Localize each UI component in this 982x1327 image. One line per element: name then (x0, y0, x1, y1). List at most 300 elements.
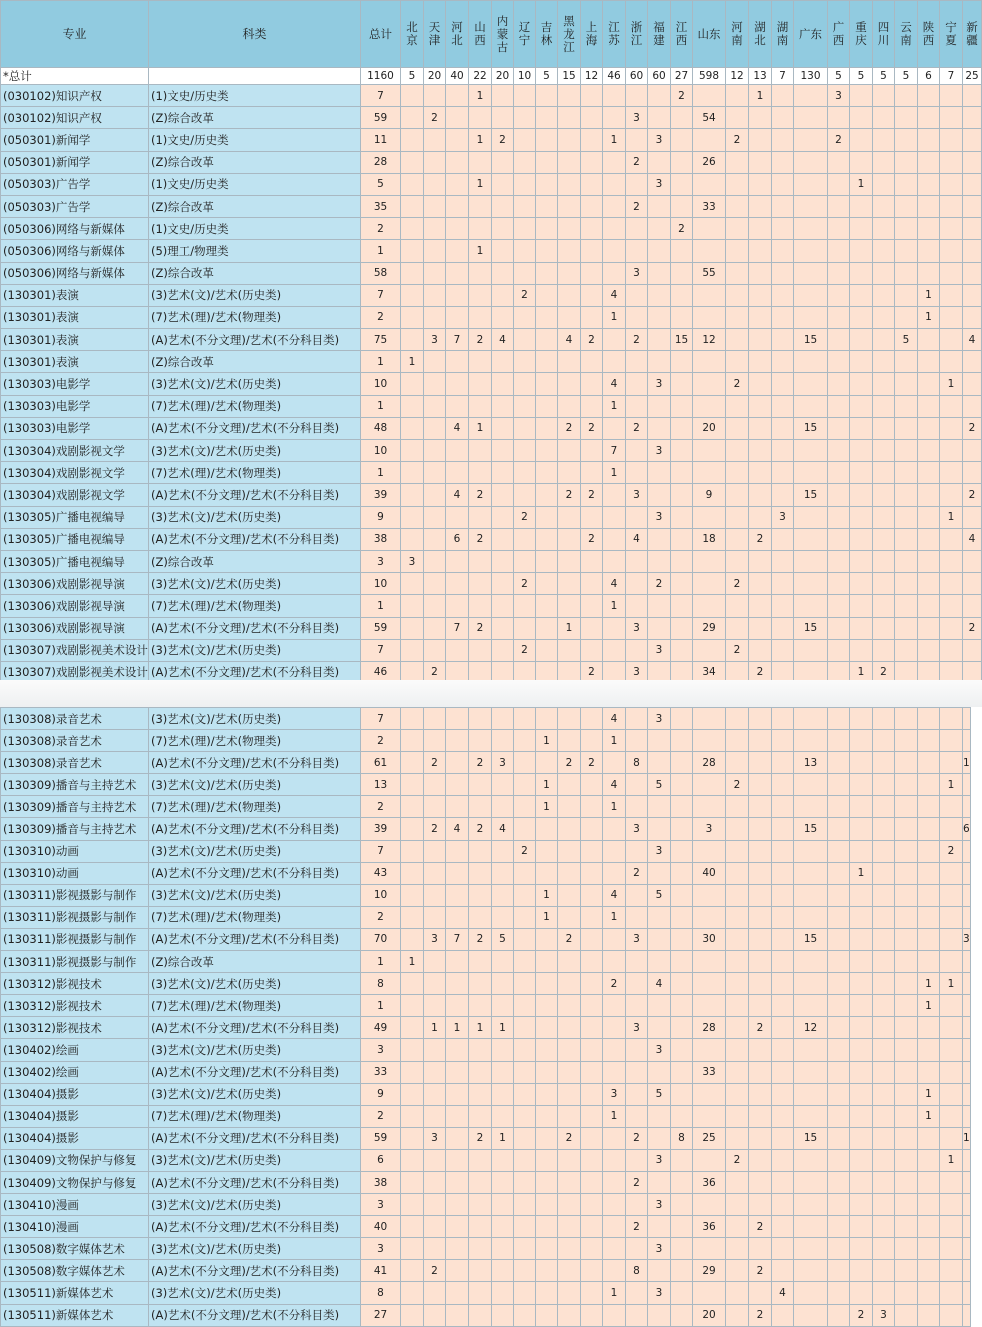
quota-cell (895, 484, 918, 506)
quota-cell (749, 884, 772, 906)
quota-cell (514, 951, 536, 973)
quota-cell (603, 107, 626, 129)
quota-cell (581, 306, 603, 328)
quota-cell: 20 (424, 68, 446, 85)
quota-cell: 1 (446, 1017, 469, 1039)
quota-cell (794, 151, 828, 173)
quota-cell (940, 1061, 963, 1083)
quota-cell (963, 1061, 971, 1083)
quota-cell: 1 (469, 129, 492, 151)
quota-cell (671, 573, 693, 595)
quota-cell (963, 884, 971, 906)
quota-cell (918, 884, 940, 906)
quota-cell: 5 (401, 68, 424, 85)
quota-cell (693, 550, 726, 572)
quota-cell: 2 (581, 661, 603, 683)
quota-cell (648, 218, 671, 240)
category-cell: (A)艺术(不分文理)/艺术(不分科目类) (149, 329, 361, 351)
quota-cell (794, 774, 828, 796)
quota-cell (963, 151, 982, 173)
quota-cell (794, 395, 828, 417)
quota-cell: 2 (726, 129, 749, 151)
quota-cell (671, 818, 693, 840)
quota-cell (671, 752, 693, 774)
quota-cell (693, 1039, 726, 1061)
quota-cell (492, 1105, 514, 1127)
quota-cell (671, 195, 693, 217)
quota-cell (558, 506, 581, 528)
quota-cell (558, 1282, 581, 1304)
quota-cell (850, 440, 873, 462)
quota-cell (401, 617, 424, 639)
quota-cell (963, 506, 982, 528)
quota-cell: 4 (603, 573, 626, 595)
quota-cell (918, 484, 940, 506)
quota-cell (469, 151, 492, 173)
quota-cell (873, 595, 895, 617)
quota-cell (726, 1171, 749, 1193)
quota-cell (581, 1083, 603, 1105)
quota-cell (401, 708, 424, 730)
quota-cell (446, 1105, 469, 1127)
quota-cell: 30 (693, 928, 726, 950)
quota-cell (671, 1216, 693, 1238)
major-cell: (130404)摄影 (1, 1105, 149, 1127)
quota-cell (603, 928, 626, 950)
quota-cell: 1 (469, 85, 492, 107)
quota-cell (603, 951, 626, 973)
quota-cell (873, 1083, 895, 1105)
quota-cell: 1 (603, 306, 626, 328)
quota-cell (558, 151, 581, 173)
quota-cell (558, 1194, 581, 1216)
quota-cell (726, 462, 749, 484)
quota-cell (514, 928, 536, 950)
quota-cell: 25 (693, 1127, 726, 1149)
quota-cell (850, 1171, 873, 1193)
quota-cell (940, 173, 963, 195)
quota-cell (424, 1039, 446, 1061)
quota-cell: 3 (963, 928, 971, 950)
quota-cell (424, 218, 446, 240)
quota-cell: 2 (626, 1216, 648, 1238)
quota-cell (940, 1171, 963, 1193)
quota-cell (424, 284, 446, 306)
quota-cell (671, 1171, 693, 1193)
quota-cell (514, 884, 536, 906)
quota-cell (492, 951, 514, 973)
quota-cell (581, 774, 603, 796)
quota-cell (940, 906, 963, 928)
quota-cell (726, 1304, 749, 1326)
quota-cell (726, 1238, 749, 1260)
quota-cell (446, 351, 469, 373)
table-row (1, 462, 982, 484)
quota-cell (536, 240, 558, 262)
category-cell: (3)艺术(文)/艺术(历史类) (149, 639, 361, 661)
quota-cell (671, 506, 693, 528)
quota-cell (469, 395, 492, 417)
quota-cell (828, 708, 850, 730)
quota-cell (828, 484, 850, 506)
quota-cell (536, 1171, 558, 1193)
quota-cell (828, 151, 850, 173)
quota-cell (492, 395, 514, 417)
quota-cell (895, 906, 918, 928)
header-province: 重庆 (850, 1, 873, 68)
quota-cell (850, 973, 873, 995)
quota-cell (873, 951, 895, 973)
quota-cell (492, 1238, 514, 1260)
quota-cell (940, 1216, 963, 1238)
header-major: 专业 (1, 1, 149, 68)
quota-cell (581, 218, 603, 240)
quota-cell (693, 1083, 726, 1105)
quota-cell (895, 752, 918, 774)
quota-cell (514, 774, 536, 796)
quota-cell (726, 351, 749, 373)
quota-cell (693, 1282, 726, 1304)
quota-cell (492, 440, 514, 462)
quota-cell (492, 284, 514, 306)
quota-cell: 3 (648, 1194, 671, 1216)
quota-cell (828, 395, 850, 417)
quota-cell (648, 329, 671, 351)
major-cell: (130310)动画 (1, 862, 149, 884)
quota-cell (828, 329, 850, 351)
total-cell: 5 (361, 173, 401, 195)
quota-cell (873, 1039, 895, 1061)
quota-cell (424, 85, 446, 107)
quota-cell (963, 573, 982, 595)
quota-cell: 4 (603, 884, 626, 906)
major-cell: (130303)电影学 (1, 395, 149, 417)
quota-cell (940, 550, 963, 572)
quota-cell: 4 (446, 818, 469, 840)
major-cell: (050306)网络与新媒体 (1, 262, 149, 284)
quota-cell (895, 1039, 918, 1061)
category-cell: (7)艺术(理)/艺术(物理类) (149, 395, 361, 417)
quota-cell (514, 1017, 536, 1039)
quota-cell (794, 1083, 828, 1105)
quota-cell (895, 240, 918, 262)
quota-cell (492, 462, 514, 484)
quota-cell (963, 85, 982, 107)
major-cell: (130312)影视技术 (1, 1017, 149, 1039)
total-cell: 2 (361, 306, 401, 328)
total-cell: 41 (361, 1260, 401, 1282)
quota-cell (850, 85, 873, 107)
quota-cell (492, 173, 514, 195)
quota-cell (492, 1282, 514, 1304)
quota-cell (918, 1171, 940, 1193)
quota-cell (446, 708, 469, 730)
quota-cell: 1 (469, 1017, 492, 1039)
quota-cell (918, 107, 940, 129)
quota-cell (492, 995, 514, 1017)
quota-cell (671, 550, 693, 572)
quota-cell (648, 730, 671, 752)
quota-cell (895, 774, 918, 796)
quota-cell (424, 840, 446, 862)
quota-cell (469, 1039, 492, 1061)
quota-cell (558, 708, 581, 730)
total-cell: 49 (361, 1017, 401, 1039)
quota-cell (446, 906, 469, 928)
quota-cell (726, 928, 749, 950)
quota-cell (726, 617, 749, 639)
quota-cell (401, 595, 424, 617)
quota-cell (828, 796, 850, 818)
quota-cell (648, 1304, 671, 1326)
quota-cell (850, 462, 873, 484)
quota-cell (873, 262, 895, 284)
quota-cell (492, 1149, 514, 1171)
quota-cell (671, 951, 693, 973)
quota-cell (895, 1127, 918, 1149)
quota-cell: 3 (626, 818, 648, 840)
table-row (1, 506, 982, 528)
quota-cell (424, 796, 446, 818)
quota-cell (514, 752, 536, 774)
quota-cell (918, 550, 940, 572)
category-cell: (Z)综合改革 (149, 550, 361, 572)
quota-cell (536, 151, 558, 173)
quota-cell: 4 (648, 973, 671, 995)
quota-cell (671, 395, 693, 417)
quota-cell (469, 708, 492, 730)
table-row (1, 550, 982, 572)
quota-cell (581, 1238, 603, 1260)
category-cell: (Z)综合改革 (149, 351, 361, 373)
quota-cell (850, 284, 873, 306)
quota-cell (895, 1083, 918, 1105)
quota-cell (963, 1194, 971, 1216)
quota-cell (828, 1061, 850, 1083)
quota-cell (850, 107, 873, 129)
quota-cell (918, 708, 940, 730)
quota-cell (895, 550, 918, 572)
quota-cell (401, 417, 424, 439)
quota-cell (514, 973, 536, 995)
quota-cell (424, 708, 446, 730)
quota-cell: 1 (603, 1282, 626, 1304)
quota-cell (772, 218, 794, 240)
quota-cell (536, 85, 558, 107)
table-row (1, 85, 982, 107)
quota-cell (918, 906, 940, 928)
quota-cell (626, 306, 648, 328)
quota-cell (446, 1061, 469, 1083)
quota-cell (603, 752, 626, 774)
quota-cell (828, 218, 850, 240)
quota-cell (749, 840, 772, 862)
quota-cell (514, 1304, 536, 1326)
quota-cell (446, 1194, 469, 1216)
quota-cell (558, 906, 581, 928)
total-cell: 3 (361, 1039, 401, 1061)
quota-cell (401, 1105, 424, 1127)
quota-cell (918, 151, 940, 173)
quota-cell (581, 506, 603, 528)
quota-cell (963, 284, 982, 306)
quota-cell (726, 951, 749, 973)
quota-cell (850, 484, 873, 506)
quota-cell (558, 195, 581, 217)
quota-cell (469, 1282, 492, 1304)
quota-cell (469, 440, 492, 462)
quota-cell: 13 (794, 752, 828, 774)
total-cell: 2 (361, 218, 401, 240)
quota-cell (772, 173, 794, 195)
table-row (1, 395, 982, 417)
quota-cell (726, 1061, 749, 1083)
quota-cell (940, 708, 963, 730)
quota-cell (940, 1282, 963, 1304)
quota-cell (726, 306, 749, 328)
table-row (1, 973, 971, 995)
quota-cell (558, 85, 581, 107)
quota-cell (940, 440, 963, 462)
quota-cell (873, 306, 895, 328)
quota-cell (401, 1216, 424, 1238)
quota-cell (963, 373, 982, 395)
quota-cell (918, 417, 940, 439)
quota-cell (873, 151, 895, 173)
quota-cell (963, 973, 971, 995)
quota-cell: 1 (558, 617, 581, 639)
quota-cell (626, 129, 648, 151)
total-cell: 8 (361, 1282, 401, 1304)
quota-cell: 1 (850, 661, 873, 683)
enrollment-table-bottom (0, 707, 971, 1327)
quota-cell (940, 928, 963, 950)
quota-cell (558, 639, 581, 661)
quota-cell (693, 240, 726, 262)
quota-cell (693, 129, 726, 151)
quota-cell (828, 306, 850, 328)
quota-cell (873, 995, 895, 1017)
quota-cell (850, 151, 873, 173)
quota-cell (469, 506, 492, 528)
quota-cell (424, 484, 446, 506)
quota-cell (648, 395, 671, 417)
quota-cell: 130 (794, 68, 828, 85)
quota-cell: 3 (648, 1149, 671, 1171)
quota-cell (581, 240, 603, 262)
quota-cell (558, 1017, 581, 1039)
quota-cell (749, 550, 772, 572)
quota-cell (918, 1149, 940, 1171)
quota-cell (794, 1216, 828, 1238)
quota-cell (536, 1017, 558, 1039)
quota-cell (401, 573, 424, 595)
quota-cell (850, 730, 873, 752)
quota-cell (401, 440, 424, 462)
quota-cell (940, 884, 963, 906)
quota-cell (424, 1282, 446, 1304)
quota-cell (918, 395, 940, 417)
header-province: 河北 (446, 1, 469, 68)
quota-cell: 2 (581, 329, 603, 351)
quota-cell (749, 1282, 772, 1304)
quota-cell (558, 1260, 581, 1282)
quota-cell (492, 506, 514, 528)
quota-cell: 5 (895, 68, 918, 85)
quota-cell (603, 506, 626, 528)
quota-cell (918, 617, 940, 639)
quota-cell (626, 1282, 648, 1304)
quota-cell (469, 951, 492, 973)
quota-cell (749, 617, 772, 639)
quota-cell (895, 1216, 918, 1238)
category-cell: (3)艺术(文)/艺术(历史类) (149, 973, 361, 995)
table-row (1, 906, 971, 928)
major-cell: (130311)影视摄影与制作 (1, 906, 149, 928)
category-cell: (A)艺术(不分文理)/艺术(不分科目类) (149, 1304, 361, 1326)
quota-cell (446, 796, 469, 818)
quota-cell (873, 928, 895, 950)
quota-cell (603, 617, 626, 639)
quota-cell (603, 818, 626, 840)
quota-cell (749, 195, 772, 217)
quota-cell (895, 1105, 918, 1127)
quota-cell: 1 (603, 462, 626, 484)
quota-cell: 2 (558, 1127, 581, 1149)
quota-cell (794, 862, 828, 884)
total-cell: 28 (361, 151, 401, 173)
quota-cell (918, 1216, 940, 1238)
total-cell: 48 (361, 417, 401, 439)
quota-cell (648, 550, 671, 572)
quota-cell: 2 (514, 573, 536, 595)
quota-cell (726, 840, 749, 862)
quota-cell (558, 218, 581, 240)
quota-cell (693, 774, 726, 796)
quota-cell: 12 (581, 68, 603, 85)
quota-cell (850, 617, 873, 639)
quota-cell (401, 329, 424, 351)
quota-cell (469, 1083, 492, 1105)
quota-cell (794, 262, 828, 284)
major-cell: (050306)网络与新媒体 (1, 240, 149, 262)
table-row (1, 129, 982, 151)
quota-cell (626, 1061, 648, 1083)
quota-cell (828, 1039, 850, 1061)
quota-cell (828, 284, 850, 306)
quota-cell (794, 85, 828, 107)
quota-cell (514, 85, 536, 107)
quota-cell (726, 550, 749, 572)
quota-cell (850, 1105, 873, 1127)
header-province: 云南 (895, 1, 918, 68)
total-cell: 1 (361, 995, 401, 1017)
quota-cell (558, 1216, 581, 1238)
quota-cell (726, 1216, 749, 1238)
quota-cell (401, 774, 424, 796)
quota-cell (895, 1171, 918, 1193)
total-cell: 2 (361, 1105, 401, 1127)
quota-cell: 6 (446, 528, 469, 550)
quota-cell (895, 595, 918, 617)
major-cell: (130301)表演 (1, 351, 149, 373)
quota-cell: 1 (940, 506, 963, 528)
quota-cell (558, 440, 581, 462)
quota-cell (536, 550, 558, 572)
quota-cell (749, 708, 772, 730)
quota-cell (514, 1238, 536, 1260)
quota-cell (772, 973, 794, 995)
